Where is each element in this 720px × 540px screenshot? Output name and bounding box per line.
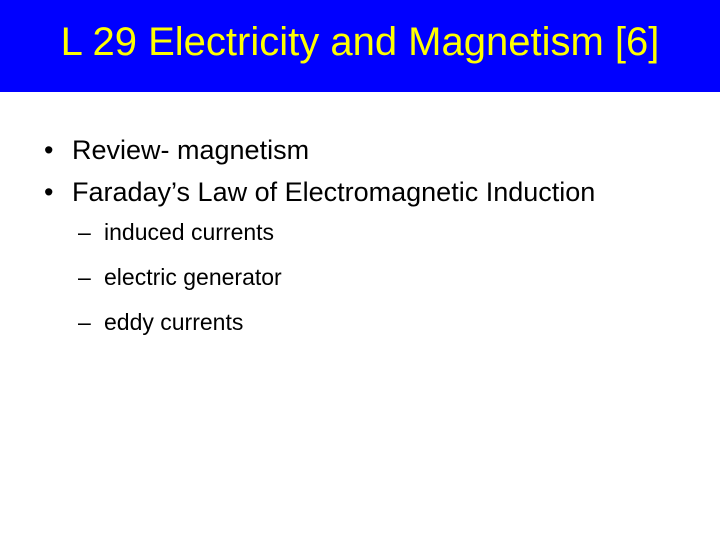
bullet-text: Faraday’s Law of Electromagnetic Induction xyxy=(72,177,596,207)
bullet-text: Review- magnetism xyxy=(72,135,310,165)
sub-bullet-electric-generator xyxy=(44,264,684,291)
sub-bullet-text: electric generator xyxy=(104,264,282,290)
bullet-list xyxy=(44,132,684,211)
bullet-marker: • xyxy=(44,135,54,165)
bullet-item-faraday xyxy=(44,174,684,211)
sub-bullet-eddy-currents xyxy=(44,309,684,336)
sub-bullet-text: eddy currents xyxy=(104,309,244,335)
slide-content xyxy=(44,132,684,354)
dash-marker: – xyxy=(78,219,91,245)
dash-marker: – xyxy=(78,264,91,290)
title-bar xyxy=(0,0,720,92)
bullet-marker: • xyxy=(44,177,54,207)
slide-title: L 29 Electricity and Magnetism [6] xyxy=(60,20,660,64)
sub-bullet-induced-currents xyxy=(44,219,684,246)
bullet-item-review xyxy=(44,132,684,169)
sub-bullet-list xyxy=(44,219,684,336)
sub-bullet-text: induced currents xyxy=(104,219,275,245)
dash-marker: – xyxy=(78,309,91,335)
